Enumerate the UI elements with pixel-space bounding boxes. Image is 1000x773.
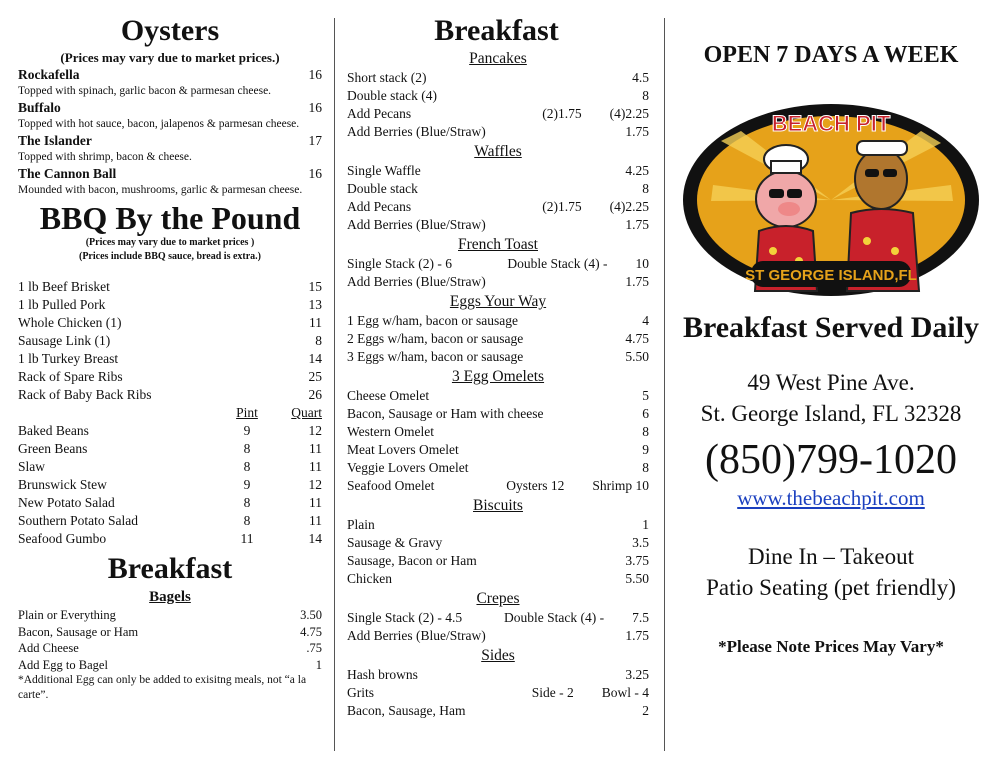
left-column: [18, 14, 322, 759]
menu-item-option: Double Stack (4) -: [507, 256, 608, 271]
bbq-side-quart: 12: [308, 477, 322, 492]
oyster-price: 16: [308, 100, 322, 115]
menu-item-option: (2)1.75: [542, 199, 582, 214]
oyster-price: 16: [308, 67, 322, 82]
crepes-subtitle: Crepes: [476, 590, 520, 607]
address-line-2: St. George Island, FL 32328: [700, 401, 962, 426]
sides-item: [347, 666, 649, 684]
bagel-price: 1: [315, 657, 322, 672]
menu-item-name: Single Waffle: [347, 163, 421, 178]
waffles-item: [347, 180, 649, 198]
bbq-side-name: Green Beans: [18, 441, 88, 456]
menu-item-price: 7.5: [632, 610, 649, 625]
bbq-side-quart: 11: [309, 495, 322, 510]
bbq-meat-item: [18, 296, 322, 314]
menu-item-price: (4)2.25: [609, 199, 649, 214]
address: [676, 367, 986, 429]
menu-item-name: Short stack (2): [347, 70, 427, 85]
menu-item-price: Bowl - 4: [601, 685, 649, 700]
menu-item-name: Western Omelet: [347, 424, 435, 439]
menu-item-name: Hash browns: [347, 667, 418, 682]
menu-item-name: Bacon, Sausage, Ham: [347, 703, 466, 718]
dine-in-takeout: Dine In – Takeout: [748, 544, 914, 569]
menu-item-option: Oysters 12: [506, 478, 565, 493]
sides-item: [347, 702, 649, 720]
bagel-item: [18, 657, 322, 674]
bbq-meat-item: [18, 332, 322, 350]
logo-top-text: BEACH PIT: [771, 111, 891, 136]
crepes-item: [347, 627, 649, 645]
biscuits-item: [347, 534, 649, 552]
bbq-meat-name: 1 lb Pulled Pork: [18, 297, 106, 312]
oyster-name: Rockafella: [18, 67, 80, 82]
menu-item-price: 8: [642, 181, 649, 196]
bbq-meat-item: [18, 278, 322, 296]
price-notice: *Please Note Prices May Vary*: [718, 637, 944, 656]
menu-item-name: Sausage, Bacon or Ham: [347, 553, 477, 568]
menu-item-name: Cheese Omelet: [347, 388, 430, 403]
bbq-title: BBQ By the Pound: [39, 200, 301, 236]
bbq-meat-item: [18, 386, 322, 404]
oyster-item: [18, 66, 322, 84]
logo-graphic: [681, 101, 981, 299]
breakfast-title: Breakfast: [434, 14, 559, 47]
bbq-meat-item: [18, 314, 322, 332]
eggs-item: [347, 312, 649, 330]
omelets-subtitle: 3 Egg Omelets: [451, 368, 545, 385]
bbq-meat-item: [18, 368, 322, 386]
bagel-price: .75: [306, 641, 322, 655]
menu-item-price: 5.50: [625, 349, 649, 364]
pancakes-item: [347, 105, 649, 123]
breakfast-sections: [347, 49, 649, 720]
phone-number: (850)799-1020: [705, 437, 957, 483]
bbq-side-name: Baked Beans: [18, 423, 89, 438]
menu-item-price: 6: [642, 406, 649, 421]
bbq-side-name: Slaw: [18, 459, 45, 474]
bbq-sides-header: [18, 404, 322, 422]
menu-item-name: Bacon, Sausage or Ham with cheese: [347, 406, 544, 421]
menu-item-name: Veggie Lovers Omelet: [347, 460, 469, 475]
menu-item-price: 1.75: [625, 274, 649, 289]
oyster-name: The Cannon Ball: [18, 166, 117, 181]
bagel-item: [18, 640, 322, 657]
menu-item-price: (4)2.25: [609, 106, 649, 121]
menu-item-price: 1.75: [625, 217, 649, 232]
bbq-meat-price: 26: [308, 387, 322, 402]
open-days-heading: OPEN 7 DAYS A WEEK: [703, 42, 959, 68]
menu-item-name: 1 Egg w/ham, bacon or sausage: [347, 313, 518, 328]
menu-item-price: 10: [635, 256, 649, 271]
bbq-meat-price: 14: [308, 351, 322, 366]
menu-item-name: 2 Eggs w/ham, bacon or sausage: [347, 331, 524, 346]
omelets-item: [347, 441, 649, 459]
bagel-price: 3.50: [300, 608, 322, 622]
menu-item-name: Add Pecans: [347, 106, 412, 121]
menu-item-name: Meat Lovers Omelet: [347, 442, 459, 457]
oyster-item: [18, 99, 322, 117]
logo-bottom-text: ST GEORGE ISLAND,FL: [745, 267, 917, 284]
pancakes-subtitle: Pancakes: [469, 50, 527, 67]
menu-item-option: Side - 2: [531, 685, 574, 700]
menu-item-name: Chicken: [347, 571, 392, 586]
bbq-side-quart: 11: [309, 459, 322, 474]
bbq-side-pint: 9: [243, 477, 251, 492]
oyster-description: Topped with spinach, garlic bacon & parmesan cheese.: [18, 85, 272, 97]
bagel-name: Add Cheese: [18, 641, 79, 655]
bbq-meat-name: Whole Chicken (1): [18, 315, 122, 330]
bbq-side-pint: 11: [240, 531, 254, 546]
sides-subtitle: Sides: [481, 647, 515, 664]
menu-item-name: Add Berries (Blue/Straw): [347, 217, 486, 232]
website-link[interactable]: www.thebeachpit.com: [737, 486, 925, 510]
bbq-side-item: [18, 458, 322, 476]
pancakes-item: [347, 69, 649, 87]
bbq-meat-name: Rack of Baby Back Ribs: [18, 387, 152, 402]
info-column: [676, 14, 986, 759]
bbq-side-pint: 9: [243, 423, 251, 438]
bbq-side-pint: 8: [243, 441, 251, 456]
french-toast-item: [347, 273, 649, 291]
crepes-item: [347, 609, 649, 627]
address-line-1: 49 West Pine Ave.: [747, 370, 915, 395]
menu-item-price: 9: [642, 442, 649, 457]
oyster-price: 17: [308, 133, 322, 148]
menu-item-price: 2: [642, 703, 649, 718]
biscuits-item: [347, 570, 649, 588]
patio-seating: Patio Seating (pet friendly): [706, 575, 956, 600]
menu-item-price: 4.25: [625, 163, 649, 178]
french-toast-subtitle: French Toast: [458, 236, 538, 253]
menu-item-option: (2)1.75: [542, 106, 582, 121]
omelets-item: [347, 477, 649, 495]
oyster-description: Topped with shrimp, bacon & cheese.: [18, 151, 192, 163]
bbq-side-item: [18, 440, 322, 458]
menu-item-price: 8: [642, 88, 649, 103]
bbq-side-name: Seafood Gumbo: [18, 531, 107, 546]
biscuits-item: [347, 516, 649, 534]
waffles-item: [347, 198, 649, 216]
breakfast-served-heading: Breakfast Served Daily: [682, 311, 980, 344]
biscuits-item: [347, 552, 649, 570]
menu-item-price: 4.75: [625, 331, 649, 346]
menu-item-price: 5: [642, 388, 649, 403]
bbq-side-quart: 11: [309, 441, 322, 456]
menu-item-price: Shrimp 10: [592, 478, 649, 493]
menu-item-name: Add Pecans: [347, 199, 412, 214]
bbq-side-pint: 8: [243, 459, 251, 474]
bbq-side-item: [18, 422, 322, 440]
menu-item-price: 4: [642, 313, 649, 328]
breakfast-left-title: Breakfast: [107, 552, 233, 585]
bbq-meats-list: [18, 278, 322, 404]
menu-item-price: 3.25: [625, 667, 649, 682]
oyster-description: Mounded with bacon, mushrooms, garlic & parmesan cheese.: [18, 184, 303, 196]
omelets-item: [347, 459, 649, 477]
bagel-item: [18, 607, 322, 624]
french-toast-item: [347, 255, 649, 273]
menu-item-name: Add Berries (Blue/Straw): [347, 628, 486, 643]
menu-item-price: 8: [642, 460, 649, 475]
menu-item-name: Grits: [347, 685, 374, 700]
sides-item: [347, 684, 649, 702]
bbq-meat-name: Rack of Spare Ribs: [18, 369, 123, 384]
eggs-item: [347, 330, 649, 348]
bbq-side-name: New Potato Salad: [18, 495, 115, 510]
bbq-side-item: [18, 494, 322, 512]
bbq-meat-item: [18, 350, 322, 368]
menu-item-name: Double stack: [347, 181, 418, 196]
bbq-side-pint: 8: [243, 513, 251, 528]
bbq-side-item: [18, 512, 322, 530]
menu-item-price: 5.50: [625, 571, 649, 586]
bbq-meat-price: 15: [308, 279, 322, 294]
column-divider-left: [334, 18, 335, 751]
menu-item-price: 1.75: [625, 124, 649, 139]
bagel-name: Plain or Everything: [18, 608, 116, 622]
oyster-item: [18, 132, 322, 150]
eggs-subtitle: Eggs Your Way: [449, 293, 547, 310]
column-divider-right: [664, 18, 665, 751]
oyster-name: The Islander: [18, 133, 92, 148]
bbq-meat-price: 13: [308, 297, 322, 312]
waffles-item: [347, 162, 649, 180]
quart-header: Quart: [291, 405, 322, 420]
biscuits-subtitle: Biscuits: [473, 497, 523, 514]
waffles-subtitle: Waffles: [474, 143, 522, 160]
menu-item-price: 4.5: [632, 70, 649, 85]
bbq-side-name: Brunswick Stew: [18, 477, 107, 492]
bbq-note-2: (Prices include BBQ sauce, bread is extra.): [78, 251, 262, 262]
omelets-item: [347, 423, 649, 441]
menu-item-price: 1: [642, 517, 649, 532]
oysters-list: [18, 66, 322, 198]
bagel-price: 4.75: [300, 624, 322, 639]
bbq-meat-name: Sausage Link (1): [18, 333, 111, 348]
bagel-name: Add Egg to Bagel: [18, 657, 108, 672]
bagels-list: [18, 607, 322, 673]
menu-item-name: Double stack (4): [347, 88, 437, 103]
bagels-footnote: *Additional Egg can only be added to exisitng meals, not “a la carte”.: [18, 674, 307, 701]
oyster-name: Buffalo: [18, 100, 61, 115]
menu-item-option: Double Stack (4) -: [504, 610, 605, 625]
bbq-side-pint: 8: [243, 495, 251, 510]
menu-item-name: Sausage & Gravy: [347, 535, 443, 550]
pancakes-item: [347, 123, 649, 141]
bbq-meat-name: 1 lb Turkey Breast: [18, 351, 119, 366]
menu-item-name: Plain: [347, 517, 375, 532]
menu-item-name: Add Berries (Blue/Straw): [347, 124, 486, 139]
bbq-meat-name: 1 lb Beef Brisket: [18, 279, 110, 294]
bbq-meat-price: 11: [309, 315, 322, 330]
menu-item-price: 8: [642, 424, 649, 439]
bbq-side-quart: 12: [308, 423, 322, 438]
oysters-title: Oysters: [120, 14, 220, 47]
menu-item-name: 3 Eggs w/ham, bacon or sausage: [347, 349, 524, 364]
menu-item-price: 3.5: [632, 535, 649, 550]
oyster-description: Topped with hot sauce, bacon, jalapenos & parmesan cheese.: [18, 118, 300, 130]
pancakes-item: [347, 87, 649, 105]
bbq-side-item: [18, 530, 322, 548]
omelets-item: [347, 387, 649, 405]
pint-header: Pint: [236, 405, 258, 420]
bbq-sides-list: [18, 422, 322, 548]
bbq-meat-price: 8: [315, 333, 322, 348]
bbq-note-1: (Prices may vary due to market prices ): [85, 237, 255, 248]
service-options: [676, 541, 986, 603]
menu-item-price: 3.75: [625, 553, 649, 568]
bagels-subtitle: Bagels: [149, 589, 191, 605]
beach-pit-logo: [681, 101, 981, 299]
bbq-side-name: Southern Potato Salad: [18, 513, 138, 528]
oyster-price: 16: [308, 166, 322, 181]
menu-item-price: 1.75: [625, 628, 649, 643]
eggs-item: [347, 348, 649, 366]
bagel-item: [18, 624, 322, 641]
menu-item-name: Single Stack (2) - 6: [347, 256, 452, 271]
bbq-meat-price: 25: [308, 369, 322, 384]
bbq-side-quart: 11: [309, 513, 322, 528]
waffles-item: [347, 216, 649, 234]
bbq-side-item: [18, 476, 322, 494]
bbq-side-quart: 14: [308, 531, 322, 546]
menu-item-name: Seafood Omelet: [347, 478, 435, 493]
middle-column: [347, 14, 649, 759]
menu-item-name: Single Stack (2) - 4.5: [347, 610, 463, 625]
bagel-name: Bacon, Sausage or Ham: [18, 624, 139, 639]
omelets-item: [347, 405, 649, 423]
oysters-note: (Prices may vary due to market prices.): [60, 50, 280, 65]
oyster-item: [18, 165, 322, 183]
menu-item-name: Add Berries (Blue/Straw): [347, 274, 486, 289]
